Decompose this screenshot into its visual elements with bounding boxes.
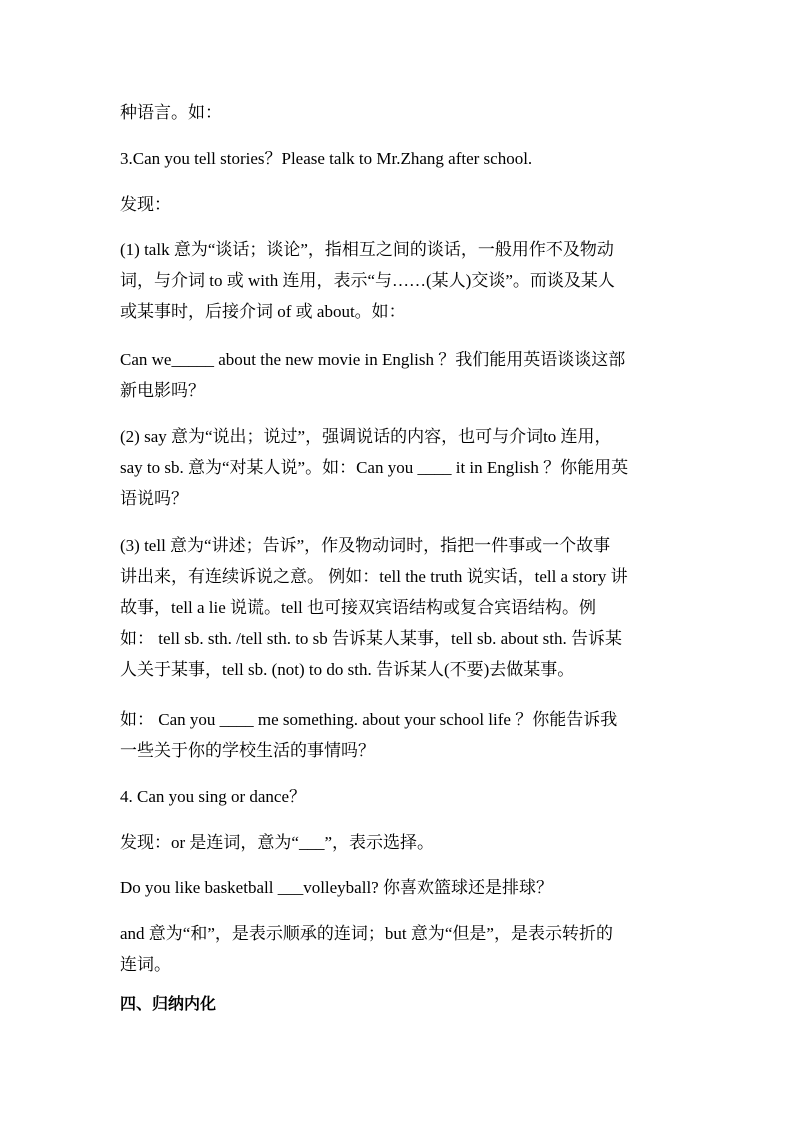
paragraph — [120, 421, 680, 514]
text-line: 故事，tell a lie 说谎。tell 也可接双宾语结构或复合宾语结构。例 — [120, 598, 596, 617]
paragraph — [120, 234, 680, 327]
text-line: (2) say 意为“说出；说过”，强调说话的内容，也可与介词to 连用， — [120, 427, 612, 446]
text-line: 种语言。如： — [120, 103, 222, 122]
paragraph — [120, 344, 680, 406]
paragraph — [120, 918, 680, 980]
paragraph — [120, 97, 680, 128]
paragraph — [120, 872, 680, 903]
text-line: 一些关于你的学校生活的事情吗？ — [120, 741, 375, 760]
text-line: 或某事时，后接介词 of 或 about。如： — [120, 302, 406, 321]
text-line: 发现：or 是连词，意为“___”，表示选择。 — [120, 833, 435, 852]
text-line: 词，与介词 to 或 with 连用，表示“与……(某人)交谈”。而谈及某人 — [120, 271, 615, 290]
text-line: (1) talk 意为“谈话；谈论”，指相互之间的谈话，一般用作不及物动 — [120, 240, 614, 259]
text-line: 人关于某事，tell sb. (not) to do sth. 告诉某人(不要)去做某事。 — [120, 660, 575, 679]
paragraph — [120, 827, 680, 858]
paragraph — [120, 704, 680, 766]
text-line: (3) tell 意为“讲述；告诉”，作及物动词时，指把一件事或一个故事 — [120, 536, 611, 555]
text-line: and 意为“和”，是表示顺承的连词；but 意为“但是”，是表示转折的 — [120, 924, 613, 943]
text-line: Do you like basketball ___volleyball? 你喜欢篮球还是排球？ — [120, 878, 553, 897]
text-line: 新电影吗？ — [120, 381, 205, 400]
text-line: 4. Can you sing or dance？ — [120, 787, 307, 806]
text-line: Can we_____ about the new movie in English ？我们能用英语谈谈这部 — [120, 350, 626, 369]
text-line: 如： tell sb. sth. /tell sth. to sb 告诉某人某事，tell sb. about sth. 告诉某 — [120, 629, 622, 648]
text-line: 语说吗？ — [120, 489, 188, 508]
text-line: 发现： — [120, 195, 171, 214]
text-line: 连词。 — [120, 955, 171, 974]
paragraph — [120, 143, 680, 174]
text-line: 讲出来，有连续诉说之意。 例如：tell the truth 说实话，tell a story 讲 — [120, 567, 628, 586]
text-line: 3.Can you tell stories？Please talk to Mr.Zhang after school. — [120, 149, 533, 168]
section-heading: 四、归纳内化 — [120, 994, 217, 1013]
text-line: 如： Can you ____ me something. about your school life ？你能告诉我 — [120, 710, 618, 729]
paragraph — [120, 189, 680, 220]
paragraph — [120, 530, 680, 685]
text-line: say to sb. 意为“对某人说”。如：Can you ____ it in English ？你能用英 — [120, 458, 629, 477]
paragraph — [120, 781, 680, 812]
